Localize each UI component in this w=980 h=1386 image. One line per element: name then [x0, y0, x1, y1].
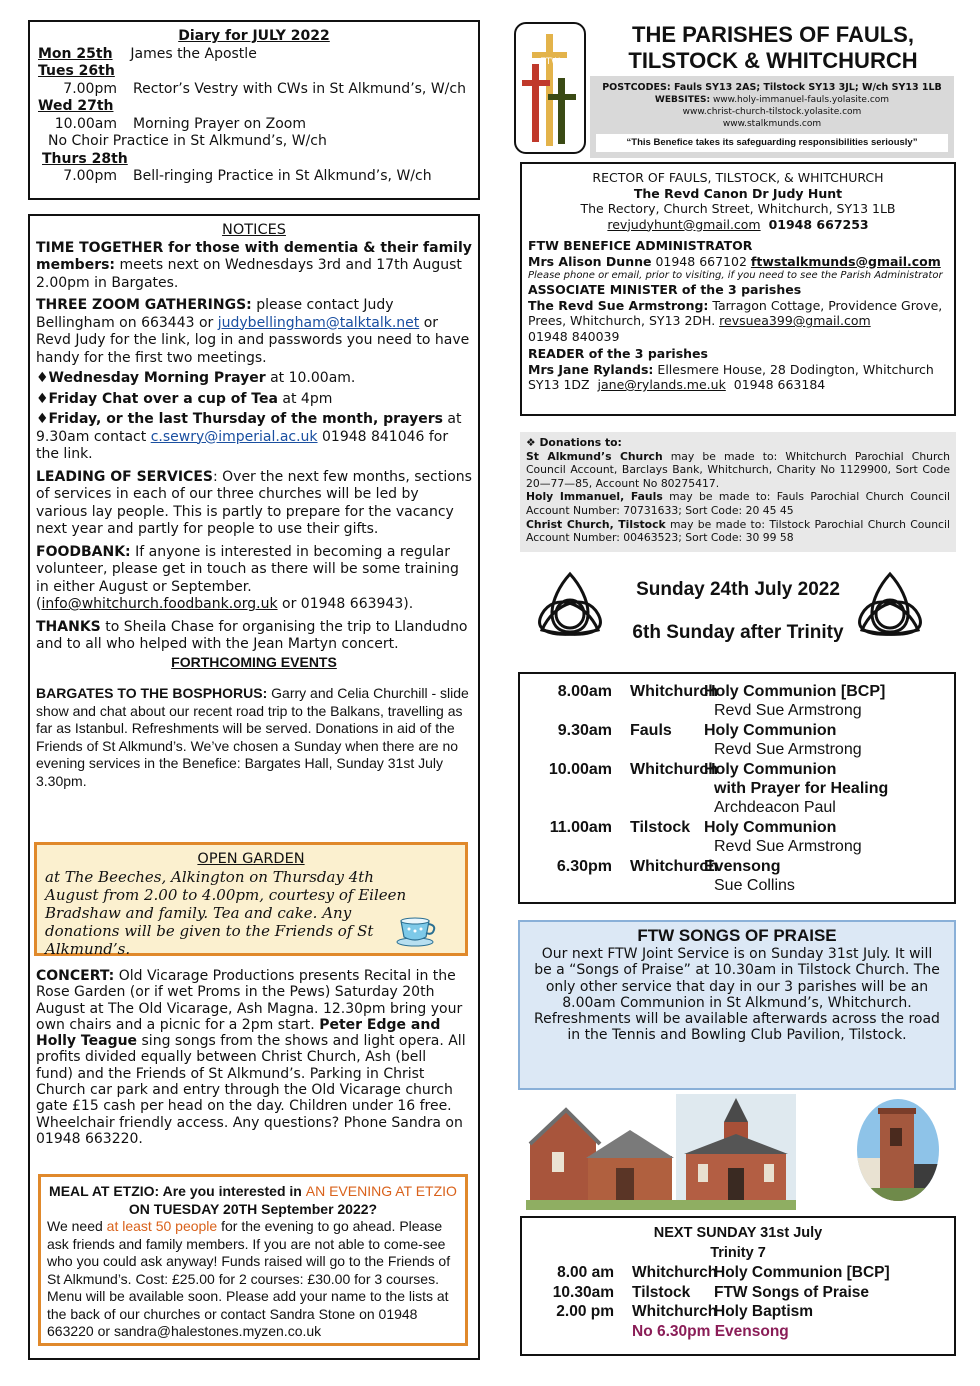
websites-label: WEBSITES:: [654, 95, 711, 105]
service-time: 11.00am: [549, 818, 612, 836]
songs-title: FTW SONGS OF PRAISE: [637, 926, 837, 945]
sunday-heading: [600, 568, 876, 654]
service-row: [530, 760, 944, 779]
etzio-title-highlight: AN EVENING AT ETZIO: [305, 1183, 457, 1199]
service-name: Holy Communion: [704, 818, 837, 836]
rector-heading: RECTOR OF FAULS, TILSTOCK, & WHITCHURCH: [592, 170, 884, 185]
service-leader: Archdeacon Paul: [714, 799, 836, 817]
diary-text: James the Apostle: [130, 45, 257, 62]
services-box: [518, 672, 956, 904]
website-link[interactable]: www.holy-immanuel-fauls.yolasite.com: [712, 95, 890, 105]
church-name: St Alkmund’s Church: [526, 449, 663, 463]
donation-text: may be made to: Whitchurch Parochial Church Council Account, Barclays Bank, Whitchurch, Charity No 1129900, Sort Code 20—77—85, Account No 80275417.: [526, 449, 951, 490]
etzio-body: [47, 1218, 459, 1341]
etzio-highlight: at least 50 people: [106, 1218, 218, 1234]
concert-text: sing songs from the shows and light opera. All profits divided equally between Christ Church, Ash (bell fund) and the Friends of St Alkmund’s. Parking in Christ Church car park and entry through the Old Vicarage church gate £15 cash per head on the day. Children under 16 free. Wheelchair friendly access. Any questions? Phone Sandra on 01948 663220.: [36, 1033, 466, 1147]
donations-panel: [520, 432, 956, 552]
open-garden-box: [34, 842, 468, 956]
evensong-note: No 6.30pm Evensong: [632, 1322, 789, 1340]
service-leader: Revd Sue Armstrong: [714, 838, 862, 856]
bullet-text: 01948 841046 for the link.: [36, 428, 449, 462]
admin-heading: FTW BENEFICE ADMINISTRATOR: [528, 238, 753, 253]
notice-time-together: [36, 240, 472, 293]
diary-text: No Choir Practice in St Alkmund’s, W/ch: [48, 133, 327, 149]
parish-title-line: TILSTOCK & WHITCHURCH: [628, 48, 918, 73]
notice-thanks: [36, 619, 472, 654]
diary-text: Bell-ringing Practice in St Alkmund’s, W/ch: [133, 168, 432, 184]
notice-heading: LEADING OF SERVICES: [36, 468, 213, 485]
notice-heading: THANKS: [36, 618, 101, 635]
notice-bullet: [36, 411, 472, 464]
teacup-icon: [395, 913, 439, 947]
diary-entry: [38, 168, 470, 186]
songs-text: Our next FTW Joint Service is on Sunday 31st July. It will be a “Songs of Praise” at 10.30am in Tilstock Church. The only other service that day in our 3 parishes will be an 8.00am Communion in St Alkmund’s, Whitchurch. Refreshments will be available afterwards across the road in the Tennis and Bowling Club Pavilion, Tilstock.: [534, 946, 940, 1044]
bullet-text: at 4pm: [282, 390, 333, 407]
next-sunday-title: NEXT SUNDAY 31st July: [653, 1225, 823, 1241]
etzio-text: We need: [47, 1218, 103, 1234]
email-link[interactable]: info@whitchurch.foodbank.org.uk: [41, 596, 278, 612]
etzio-title-text: ON TUESDAY 20TH September 2022?: [128, 1200, 378, 1217]
next-sunday-subtitle: Trinity 7: [710, 1244, 766, 1261]
diary-day: Wed 27th: [38, 98, 114, 114]
service-time: 8.00am: [557, 683, 612, 700]
service-name: Evensong: [704, 857, 781, 875]
parish-title: [592, 22, 954, 74]
diary-day: Thurs 28th: [42, 150, 128, 167]
service-name: Holy Communion: [704, 760, 837, 778]
assoc-contact: [528, 298, 948, 329]
next-sunday-box: [520, 1216, 956, 1356]
reader-phone: 01948 663184: [733, 377, 826, 392]
rector-contact: [528, 217, 948, 233]
service-time: 10.00am: [548, 760, 612, 778]
service-name: FTW Songs of Praise: [714, 1283, 870, 1301]
notice-text: If anyone is interested in becoming a regular volunteer, please get in touch as there will be some training in either August or September.: [36, 543, 459, 595]
crosses-icon: [516, 24, 584, 152]
service-place: Whitchurch: [632, 1303, 718, 1320]
notice-text: or Revd Judy for the link, log in and passwords you need to have handy for the first two meetings.: [36, 314, 470, 366]
service-row: [530, 857, 944, 876]
notices-heading: NOTICES: [222, 222, 286, 238]
email-link[interactable]: revjudyhunt@gmail.com: [607, 216, 761, 232]
assoc-phone: 01948 840039: [528, 328, 620, 344]
songs-of-praise-box: [518, 920, 956, 1090]
notice-heading: THREE ZOOM GATHERINGS:: [36, 297, 252, 313]
service-time: 10.30am: [552, 1283, 614, 1301]
ftw-logo: [514, 22, 586, 154]
service-place: Whitchurch: [632, 1264, 718, 1281]
diary-time: 7.00pm: [63, 168, 117, 184]
notice-foodbank: FOODBANK: If anyone is interested in becoming a regular volunteer, please get in touch as there will be some training in either August or September. (info@whitchurch.foodbank.org.uk or 01948 663943).: [36, 543, 459, 612]
service-name: Holy Communion [BCP]: [714, 1264, 890, 1281]
website-link[interactable]: www.christ-church-tilstock.yolasite.com: [682, 107, 862, 117]
bullet-text: at 9.30am contact: [36, 411, 462, 445]
service-name: Holy Communion [BCP]: [704, 683, 886, 700]
reader-address: Ellesmere House, 28 Dodington, Whitchurch SY13 1DZ: [528, 361, 934, 392]
bullet-heading: ♦Wednesday Morning Prayer: [36, 370, 266, 386]
bullet-heading: ♦Friday Chat over a cup of Tea: [36, 390, 278, 407]
notices-box: [28, 214, 480, 1360]
email-link[interactable]: revsuea399@gmail.com: [719, 313, 871, 328]
etzio-text: for the evening to go ahead. Please ask friends and family members. If you are not able to come-see who you could ask anyway! Funds raised will go to the Friends of St Alkmund’s. Cost: £25.00 for 2 courses: £30.00 for 3 courses. Menu will be available soon. Please add your name to the lists at the back of our churches or contact Sandra Stone on 01948 663220 or sandra@halestones.myzen.co.uk: [47, 1218, 451, 1339]
website-link[interactable]: www.stalkmunds.com: [722, 119, 822, 129]
bullet-heading: ♦Friday, or the last Thursday of the month, prayers: [36, 411, 443, 427]
sunday-date: Sunday 24th July 2022: [636, 579, 840, 600]
diary-day: Tues 26th: [38, 63, 115, 79]
notice-heading: BARGATES TO THE BOSPHORUS:: [36, 685, 268, 701]
notice-bullet: [36, 391, 472, 409]
whitchurch-church-image: [856, 1098, 940, 1202]
service-time: 6.30pm: [556, 857, 612, 875]
diary-time: 7.00pm: [63, 80, 117, 97]
concert-text: Old Vicarage Productions presents Recital in the Rose Garden (or if wet Proms in the Pews) Saturday 20th August at The Old Vicarage, Ash Magna. 12.30pm bring your own chairs and a picnic for a 2pm start.: [36, 968, 463, 1033]
etzio-title-text: MEAL AT ETZIO: Are you interested in: [49, 1183, 302, 1199]
notice-text: or 01948 663943).: [282, 596, 414, 612]
service-place: Tilstock: [630, 818, 691, 836]
diary-text: Morning Prayer on Zoom: [133, 115, 307, 132]
service-leader: Revd Sue Armstrong: [714, 741, 862, 759]
service-time: 9.30am: [557, 721, 612, 739]
rector-name: The Revd Canon Dr Judy Hunt: [633, 185, 843, 201]
open-garden-title: OPEN GARDEN: [197, 851, 305, 867]
admin-contact: [528, 254, 948, 270]
notice-leading: [36, 469, 472, 539]
church-name: Christ Church, Tilstock: [526, 517, 666, 531]
service-name: Holy Communion: [704, 721, 837, 739]
church-name: Holy Immanuel, Fauls: [526, 490, 663, 504]
notice-heading: TIME TOGETHER for those with dementia & their family members:: [36, 239, 472, 273]
websites: [590, 94, 954, 106]
service-row: [530, 721, 944, 740]
notice-text: : Over the next few months, sections of services in each of our three churches will be led by various lay people. This is partly to prepare for the vacancy next year and partly for people to use their gifts.: [36, 468, 472, 537]
notice-text: to Sheila Chase for organising the trip to Llandudno and to all who helped with the Jean Martyn concert.: [36, 618, 468, 652]
reader-contact: [528, 362, 948, 393]
donation-text: may be made to: Tilstock Parochial Church Council Account Number: 00463523; Sort Code: 30 99 58: [526, 517, 950, 545]
notice-text: meets next on Wednesdays 3rd and 17th August 2.00pm in Bargates.: [36, 257, 462, 291]
next-service-row: [532, 1283, 944, 1303]
next-service-row: [532, 1263, 944, 1283]
service-name: Holy Baptism: [714, 1303, 814, 1320]
assoc-name: The Revd Sue Armstrong:: [528, 297, 709, 313]
open-garden-text: at The Beeches, Alkington on Thursday 4th August from 2.00 to 4.00pm, courtesy of Eileen Bradshaw and family. Tea and cake. Any donations will be given to the Friends of St Alkmund’s.: [45, 868, 407, 958]
diary-text: Rector’s Vestry with CWs in St Alkmund’s, W/ch: [133, 80, 466, 97]
reader-name: Mrs Jane Rylands:: [528, 361, 654, 377]
service-row: [530, 818, 944, 837]
donation-entry: [526, 490, 950, 517]
email-link[interactable]: jane@rylands.me.uk: [597, 377, 726, 392]
diary-entry: [38, 116, 470, 134]
sunday-name: 6th Sunday after Trinity: [632, 622, 844, 643]
diary-box: [28, 20, 480, 200]
assoc-address: Tarragon Cottage, Providence Grove, Prees, Whitchurch, SY13 2DH.: [528, 297, 943, 328]
etzio-title: [47, 1183, 459, 1218]
assoc-heading: ASSOCIATE MINISTER of the 3 parishes: [528, 282, 802, 297]
donation-text: may be made to: Fauls Parochial Church Council Account Number: 70731633; Sort Code: 20 45 45: [526, 490, 951, 517]
service-leader: Sue Collins: [714, 877, 795, 895]
concert-performers: Peter Edge and Holly Teague: [36, 1016, 441, 1050]
notice-heading: FOODBANK:: [36, 543, 131, 560]
email-link[interactable]: c.sewry@imperial.ac.uk: [150, 428, 318, 445]
donations-title: ❖ Donations to:: [526, 436, 622, 449]
bullet-text: at 10.00am.: [270, 370, 356, 386]
admin-phone: 01948 667102: [655, 253, 747, 269]
notice-text: Garry and Celia Churchill - slide show and chat about our recent road trip to the Balkans, travelling as far as Istanbul. Refreshments will be served. Donations in aid of the Friends of St Alkmund’s. We’ve chosen a Sunday when there are no evening services in the Benefice: Bargates Hall, Sunday 31st July 3.30pm.: [36, 685, 469, 789]
admin-note: Please phone or email, prior to visiting, if you need to see the Parish Administrator: [528, 270, 943, 281]
service-row: [530, 682, 944, 701]
diary-entry: [38, 81, 470, 99]
parish-title-line: THE PARISHES OF FAULS,: [632, 22, 914, 47]
reader-heading: READER of the 3 parishes: [528, 346, 708, 361]
notice-text: please contact Judy Bellingham on 663443 or: [36, 297, 394, 331]
tilstock-church-image: [676, 1094, 796, 1210]
postcodes: POSTCODES: Fauls SY13 2AS; Tilstock SY13 3JL; W/ch SY13 1LB: [602, 82, 942, 93]
rector-phone: 01948 667253: [768, 216, 869, 232]
svg-text:FTW: FTW: [540, 56, 560, 66]
admin-name: Mrs Alison Dunne: [528, 253, 652, 269]
service-place: Tilstock: [632, 1283, 691, 1301]
service-time: 8.00 am: [557, 1264, 614, 1281]
forthcoming-heading: FORTHCOMING EVENTS: [171, 653, 337, 670]
next-service-row: [532, 1302, 944, 1322]
diary-day: Mon 25th: [38, 45, 113, 62]
trinity-knot-icon: [536, 568, 604, 642]
email-link[interactable]: ftwstalkmunds@gmail.com: [750, 253, 941, 269]
service-place: Whitchurch: [630, 760, 718, 778]
diary-title: Diary for JULY 2022: [178, 28, 330, 44]
service-leader: Revd Sue Armstrong: [714, 702, 862, 720]
service-extra: with Prayer for Healing: [714, 780, 889, 798]
rector-address: The Rectory, Church Street, Whitchurch, SY13 1LB: [580, 201, 896, 216]
service-time: 2.00 pm: [556, 1303, 614, 1320]
safeguarding-note: “This Benefice takes its safeguarding responsibilities seriously”: [596, 134, 948, 152]
donation-entry: [526, 450, 950, 491]
service-place: Fauls: [630, 721, 672, 739]
fauls-church-image: [526, 1100, 676, 1210]
rector-box: [520, 162, 956, 416]
donation-entry: [526, 518, 950, 545]
notice-bullet: [36, 370, 472, 388]
notice-zoom: [36, 297, 472, 367]
etzio-box: [38, 1174, 468, 1346]
concert-label: CONCERT:: [36, 968, 115, 984]
diary-entry: [38, 46, 470, 64]
email-link[interactable]: judybellingham@talktalk.net: [217, 314, 420, 331]
service-place: Whitchurch: [630, 857, 718, 875]
notice-bargates: [36, 685, 472, 790]
concert-notice: [36, 968, 466, 1147]
diary-time: 10.00am: [54, 115, 117, 132]
trinity-knot-icon: [856, 568, 924, 642]
service-place: Whitchurch: [630, 683, 718, 700]
